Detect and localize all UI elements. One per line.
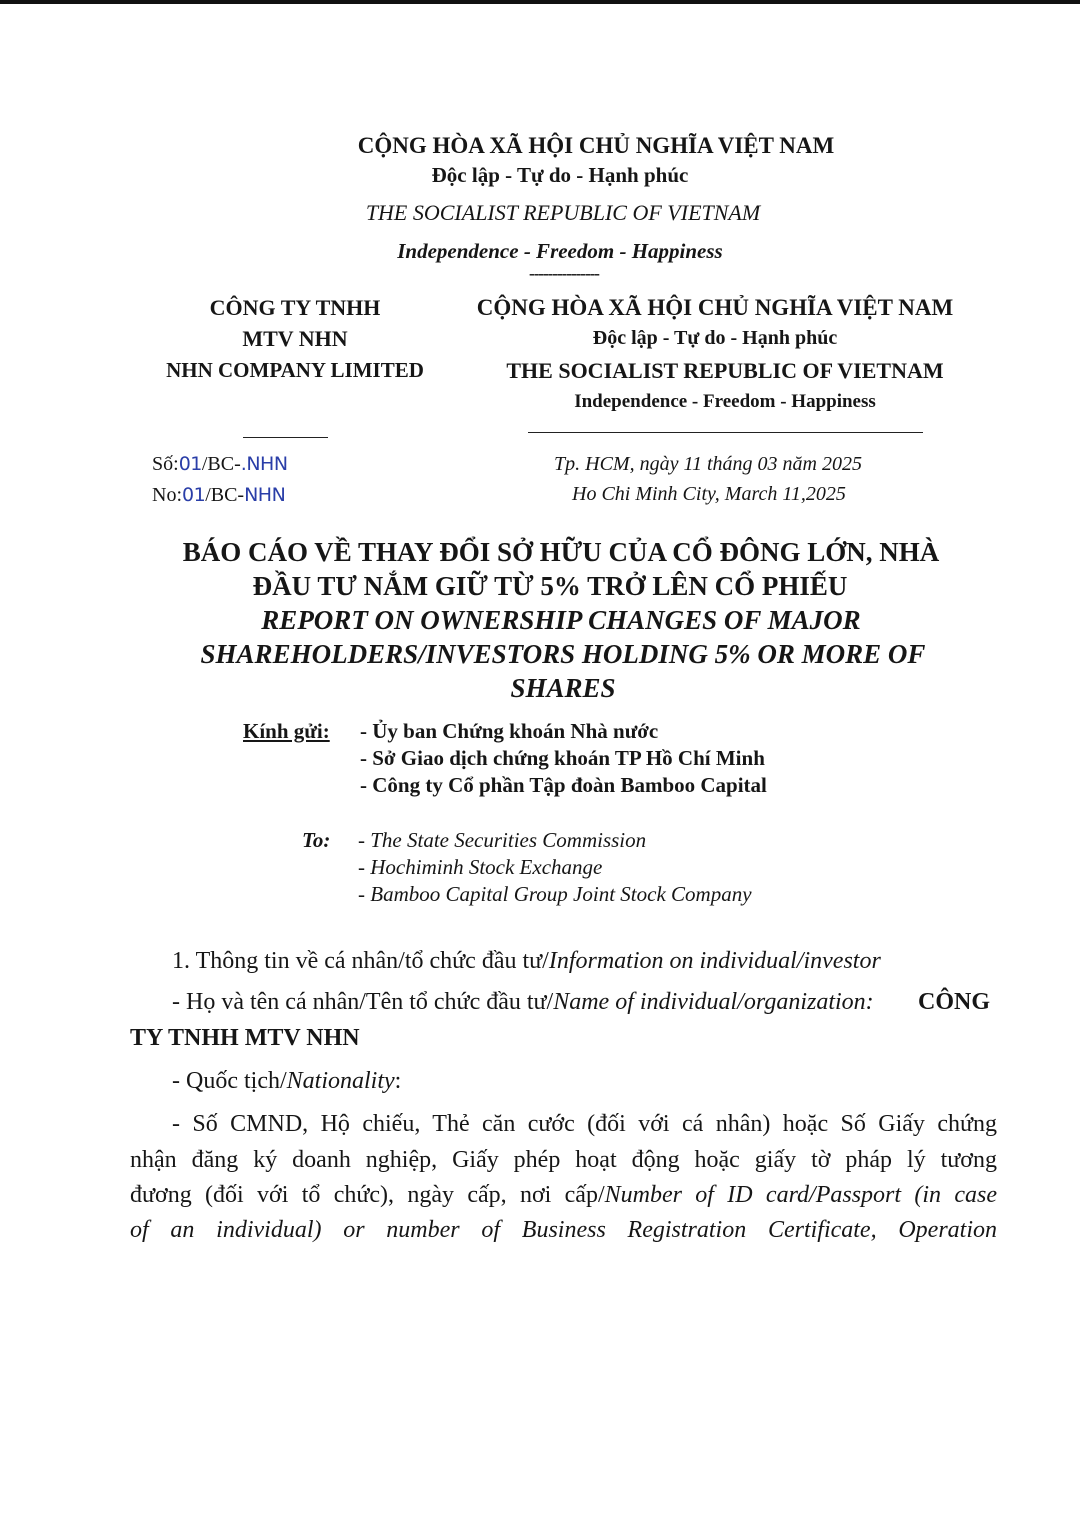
doc-number-en: No:01/BC-NHN xyxy=(152,484,286,506)
national-title-en: THE SOCIALIST REPUBLIC OF VIETNAM xyxy=(365,200,761,225)
investor-name-value-1: CÔNG xyxy=(918,989,990,1015)
national-title: CỘNG HÒA XÃ HỘI CHỦ NGHĨA VIỆT NAM xyxy=(357,133,835,158)
investor-name-value-2: TY TNHH MTV NHN xyxy=(130,1025,360,1051)
scan-top-edge xyxy=(0,0,1080,4)
recipient-en: - Bamboo Capital Group Joint Stock Company xyxy=(358,882,752,906)
report-title-vi-2: ĐẦU TƯ NẮM GIỮ TỪ 5% TRỞ LÊN CỔ PHIẾU xyxy=(252,571,848,601)
report-title-en-3: SHARES xyxy=(510,673,616,703)
recipient-en: - The State Securities Commission xyxy=(358,828,647,852)
date-en: Ho Chi Minh City, March 11,2025 xyxy=(572,483,846,505)
report-title-en-1: REPORT ON OWNERSHIP CHANGES OF MAJOR xyxy=(261,605,861,635)
recipient-vi: - Ủy ban Chứng khoán Nhà nước xyxy=(360,719,659,743)
recipient-vi: - Sở Giao dịch chứng khoán TP Hồ Chí Minh xyxy=(360,746,765,770)
doc-number-handwritten: 01 xyxy=(182,484,206,506)
company-name-en: NHN COMPANY LIMITED xyxy=(166,358,424,382)
right-motto-en: Independence - Freedom - Happiness xyxy=(574,391,876,412)
date-vi: Tp. HCM, ngày 11 tháng 03 năm 2025 xyxy=(554,453,862,475)
investor-name-line: - Họ và tên cá nhân/Tên tổ chức đầu tư/Name of individual/organization: xyxy=(172,989,874,1015)
right-motto: Độc lập - Tự do - Hạnh phúc xyxy=(592,327,838,349)
header-divider: --------------- xyxy=(529,264,599,283)
nationality-line: - Quốc tịch/Nationality: xyxy=(172,1068,402,1094)
report-title-en-2: SHAREHOLDERS/INVESTORS HOLDING 5% OR MORE OF xyxy=(200,639,926,669)
company-name-line1: CÔNG TY TNHH xyxy=(209,295,381,320)
section-1-heading: 1. Thông tin về cá nhân/tổ chức đầu tư/Information on individual/investor xyxy=(172,948,881,974)
id-paragraph-line-1: - Số CMND, Hộ chiếu, Thẻ căn cước (đối với cá nhân) hoặc Số Giấy chứng xyxy=(172,1111,997,1137)
doc-number-handwritten: 01 xyxy=(178,453,202,475)
recipient-en: - Hochiminh Stock Exchange xyxy=(358,855,603,879)
company-underline xyxy=(243,437,328,438)
right-underline xyxy=(528,432,923,433)
id-paragraph-line-2: nhận đăng ký doanh nghiệp, Giấy phép hoạt động hoặc giấy tờ pháp lý tương xyxy=(130,1147,997,1173)
report-title-vi-1: BÁO CÁO VỀ THAY ĐỔI SỞ HỮU CỦA CỔ ĐÔNG LỚN, NHÀ xyxy=(182,537,940,567)
national-motto-en: Independence - Freedom - Happiness xyxy=(397,239,723,263)
company-name-line2: MTV NHN xyxy=(242,326,348,351)
doc-code-handwritten: NHN xyxy=(244,484,286,506)
right-title-en: THE SOCIALIST REPUBLIC OF VIETNAM xyxy=(506,358,944,383)
recipients-label-en: To: xyxy=(302,828,331,852)
id-paragraph-line-3: đương (đối với tổ chức), ngày cấp, nơi cấp/Number of ID card/Passport (in case xyxy=(130,1182,997,1208)
doc-number-vi: Số:01/BC-.NHN xyxy=(152,453,288,475)
recipients-label-vi: Kính gửi: xyxy=(243,719,330,743)
recipient-vi: - Công ty Cổ phần Tập đoàn Bamboo Capital xyxy=(360,773,767,797)
id-paragraph-line-4: of an individual) or number of Business Registration Certificate, Operation xyxy=(130,1217,997,1243)
doc-code-handwritten: .NHN xyxy=(240,453,288,475)
national-motto: Độc lập - Tự do - Hạnh phúc xyxy=(431,163,689,187)
right-title: CỘNG HÒA XÃ HỘI CHỦ NGHĨA VIỆT NAM xyxy=(476,295,954,320)
